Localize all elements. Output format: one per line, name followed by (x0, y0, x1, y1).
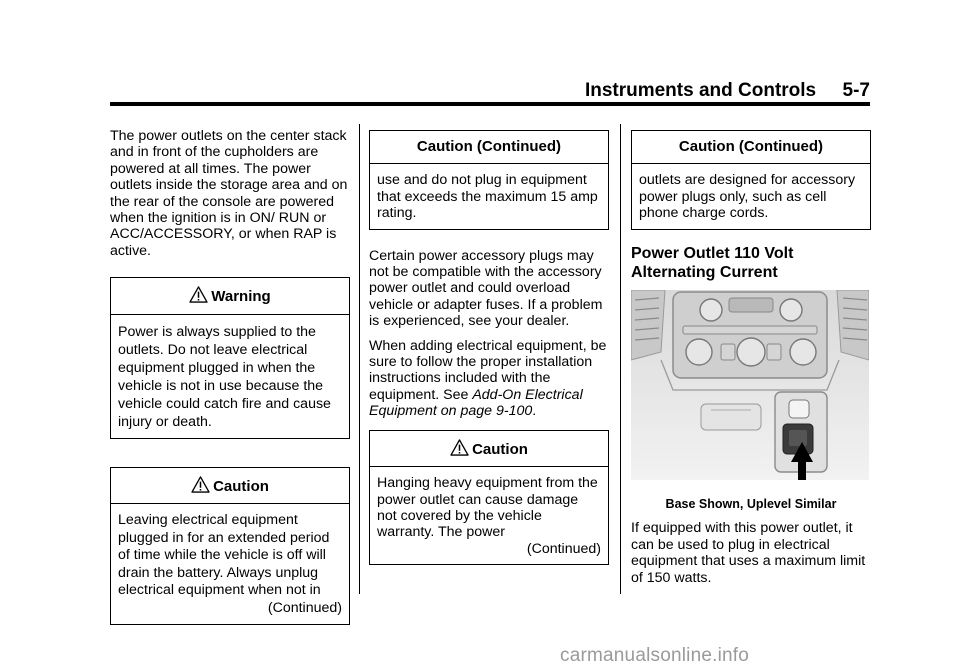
warning-box (110, 277, 350, 438)
adding-equipment-paragraph: When adding electrical equipment, be sure to follow the proper installation instructions included with the equipment. See Add-On Electrical Equipment on page 9-100. (369, 337, 607, 420)
page-number: 5-7 (842, 80, 870, 101)
continued-label: (Continued) (267, 599, 342, 616)
compatibility-paragraph: Certain power accessory plugs may not be compatible with the accessory power outlet and could overload vehicle or adapter fuses. If a problem is experienced, see your dealer. (369, 247, 603, 330)
caution-heading-2 (370, 431, 608, 467)
warning-triangle-icon (189, 286, 208, 303)
header-rule (110, 102, 870, 106)
caution-box (110, 467, 350, 625)
caution-continued-body-2: outlets are designed for accessory power plugs only, such as cell phone charge cords. (639, 172, 856, 222)
intro-paragraph: The power outlets on the center stack and in front of the cupholders are powered at all times. The power outlets inside the storage area and on the rear of the console are powered when the ignition is in ON/ RUN or ACC/ACCESSORY, or when RAP is active. (110, 128, 348, 259)
column-3 (631, 128, 871, 594)
power-outlet-photo (631, 290, 869, 480)
watermark: carmanualsonline.info (560, 645, 750, 666)
caution-box-2 (369, 430, 609, 565)
caution-continued-body: use and do not plug in equipment that exceeds the maximum 15 amp rating. (377, 172, 598, 222)
cross-reference-link[interactable]: Add-On Electrical Equipment on page 9-100 (369, 386, 583, 420)
column-1 (110, 128, 350, 625)
warning-heading (111, 278, 349, 314)
caution-continued-heading-2: Caution (Continued) (632, 131, 870, 164)
section-heading: Power Outlet 110 Volt Alternating Current (631, 244, 794, 281)
column-divider (620, 124, 621, 594)
caution-continued-box-2 (631, 130, 871, 230)
page-header (560, 80, 870, 102)
continued-label-2: (Continued) (526, 540, 601, 557)
caution-body: Leaving electrical equipment plugged in for an extended period of time while the vehicle is off will drain the battery. Always unplug electrical equipment when not in (118, 512, 330, 599)
photo-caption: Base Shown, Uplevel Similar (665, 497, 837, 512)
caution-triangle-icon (191, 476, 210, 493)
caution-triangle-icon (450, 439, 469, 456)
caution-title: Caution (213, 477, 269, 495)
caution-continued-box (369, 130, 609, 230)
warning-title: Warning (211, 288, 271, 306)
warning-body: Power is always supplied to the outlets. Do not leave electrical equipment plugged in when the vehicle is not in use because the vehicle could catch fire and cause injury or death. (118, 323, 331, 430)
column-divider (359, 124, 360, 594)
outlet-description: If equipped with this power outlet, it can be used to plug in electrical equipment that uses a maximum limit of 150 watts. (631, 520, 866, 586)
caution-body-2: Hanging heavy equipment from the power outlet can cause damage not covered by the vehicle warranty. The power (377, 475, 598, 541)
caution-title-2: Caution (472, 440, 528, 458)
column-2 (369, 128, 609, 565)
caution-heading (111, 468, 349, 504)
header-section-title: Instruments and Controls (584, 80, 817, 101)
caution-continued-heading: Caution (Continued) (370, 131, 608, 164)
